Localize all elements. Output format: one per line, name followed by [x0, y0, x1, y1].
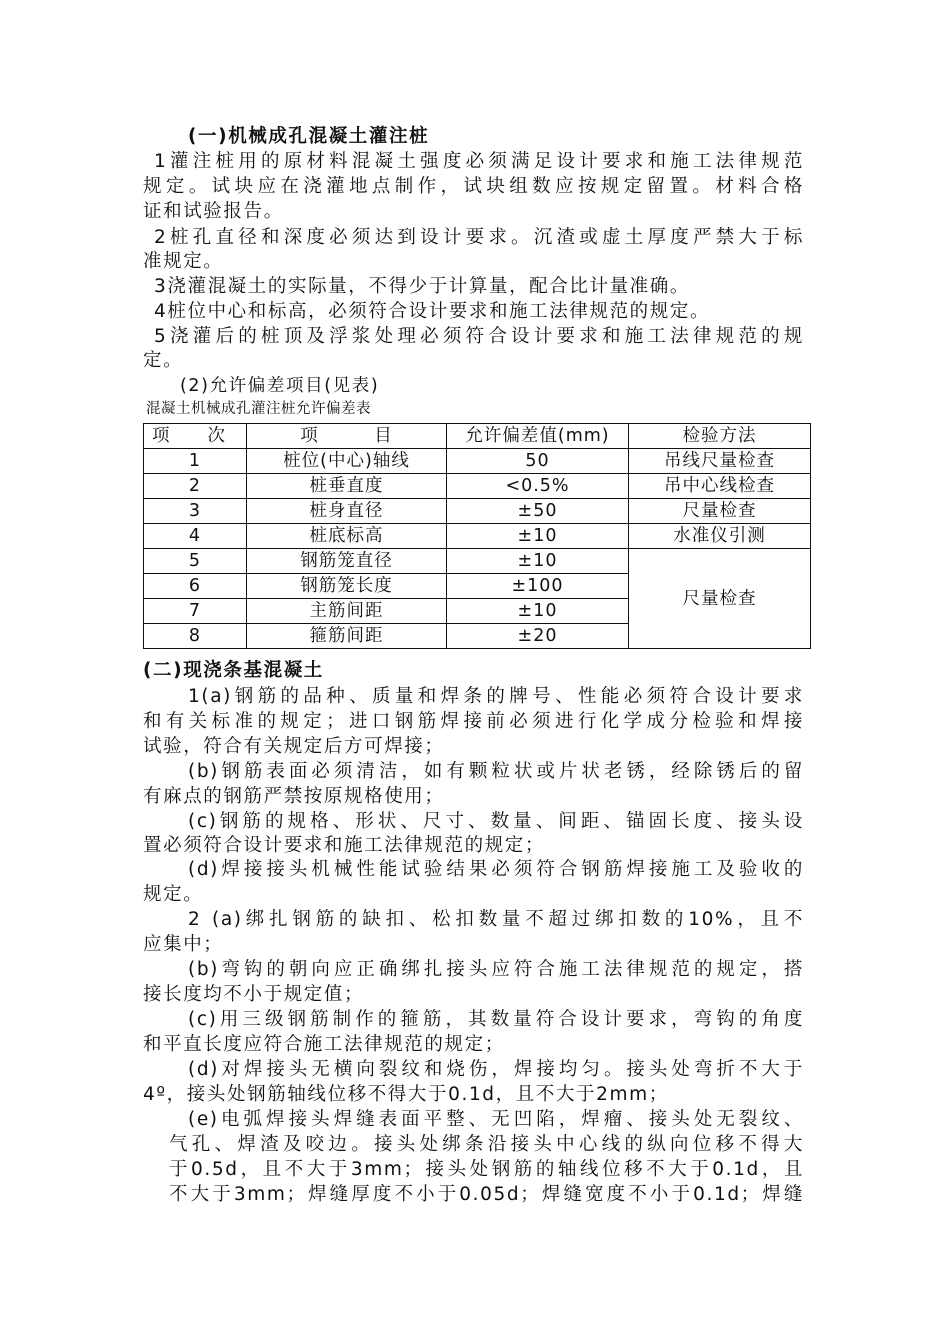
cell-method: 水准仪引测 — [629, 524, 811, 549]
section-2-line: (c)钢筋的规格、形状、尺寸、数量、间距、锚固长度、接头设 — [188, 811, 804, 832]
cell-item: 钢筋笼直径 — [247, 549, 447, 574]
table-caption: 混凝土机械成孔灌注桩允许偏差表 — [146, 401, 371, 417]
cell-no: 4 — [144, 524, 247, 549]
section-1-heading: (一)机械成孔混凝土灌注桩 — [188, 126, 430, 147]
section-2-line: 试验，符合有关规定后方可焊接； — [143, 736, 445, 757]
section-2-line: 4º，接头处钢筋轴线位移不得大于0.1d，且不大于2mm； — [143, 1084, 669, 1105]
cell-tolerance: ±10 — [447, 549, 629, 574]
cell-no: 6 — [144, 574, 247, 599]
table-header-row — [144, 424, 811, 449]
header-item: 项 目 — [247, 424, 447, 449]
section-2-line: 有麻点的钢筋严禁按原规格使用； — [143, 786, 445, 807]
section-2-line: (e)电弧焊接头焊缝表面平整、无凹陷，焊瘤、接头处无裂纹、 — [188, 1109, 804, 1130]
section-1-line: 2桩孔直径和深度必须达到设计要求。沉渣或虚土厚度严禁大于标 — [154, 227, 804, 248]
section-2-line: (b)钢筋表面必须清洁，如有颗粒状或片状老锈，经除锈后的留 — [188, 761, 804, 782]
section-2-heading: (二)现浇条基混凝土 — [143, 660, 324, 681]
cell-tolerance: ±50 — [447, 499, 629, 524]
cell-item: 钢筋笼长度 — [247, 574, 447, 599]
cell-tolerance: ±10 — [447, 524, 629, 549]
section-2-line: 和平直长度应符合施工法律规范的规定； — [143, 1034, 505, 1055]
section-1-line: 证和试验报告。 — [143, 201, 284, 222]
table-row — [144, 524, 811, 549]
section-2-line: 接长度均不小于规定值； — [143, 984, 365, 1005]
section-2-line: 应集中； — [143, 934, 224, 955]
cell-item: 主筋间距 — [247, 599, 447, 624]
section-2-line: 于0.5d，且不大于3mm；接头处钢筋的轴线位移不大于0.1d，且 — [169, 1159, 804, 1180]
cell-item: 桩位(中心)轴线 — [247, 449, 447, 474]
table-row — [144, 499, 811, 524]
section-2-line: 规定。 — [143, 884, 204, 905]
section-1-line: 4桩位中心和标高，必须符合设计要求和施工法律规范的规定。 — [154, 301, 711, 322]
cell-no: 7 — [144, 599, 247, 624]
section-2-line: 2 (a)绑扎钢筋的缺扣、松扣数量不超过绑扣数的10%，且不 — [188, 909, 804, 930]
section-2-line: 置必须符合设计要求和施工法律规范的规定； — [143, 835, 546, 856]
cell-tolerance: ±20 — [447, 624, 629, 649]
cell-no: 1 — [144, 449, 247, 474]
cell-no: 3 — [144, 499, 247, 524]
cell-method-merged: 尺量检查 — [629, 549, 811, 649]
cell-method: 吊线尺量检查 — [629, 449, 811, 474]
section-1-line: 定。 — [143, 350, 184, 371]
cell-item: 桩垂直度 — [247, 474, 447, 499]
section-2-line: (d)焊接接头机械性能试验结果必须符合钢筋焊接施工及验收的 — [188, 859, 804, 880]
cell-tolerance: ±100 — [447, 574, 629, 599]
cell-item: 箍筋间距 — [247, 624, 447, 649]
cell-tolerance: 50 — [447, 449, 629, 474]
tolerance-table — [143, 423, 811, 649]
section-1-line: 1灌注桩用的原材料混凝土强度必须满足设计要求和施工法律规范 — [154, 151, 804, 172]
section-1-line: 3浇灌混凝土的实际量，不得少于计算量，配合比计量准确。 — [154, 276, 690, 297]
cell-tolerance: ±10 — [447, 599, 629, 624]
cell-tolerance: <0.5% — [447, 474, 629, 499]
section-1-line: 准规定。 — [143, 251, 224, 272]
section-2-line: 气孔、焊渣及咬边。接头处绑条沿接头中心线的纵向位移不得大 — [169, 1134, 804, 1155]
cell-item: 桩身直径 — [247, 499, 447, 524]
header-tolerance: 允许偏差值(mm) — [447, 424, 629, 449]
header-no: 项 次 — [144, 424, 247, 449]
table-row — [144, 474, 811, 499]
section-2-line: 1(a)钢筋的品种、质量和焊条的牌号、性能必须符合设计要求 — [188, 686, 804, 707]
section-2-line: 和有关标准的规定；进口钢筋焊接前必须进行化学成分检验和焊接 — [143, 711, 804, 732]
cell-no: 8 — [144, 624, 247, 649]
section-1-line: 规定。试块应在浇灌地点制作，试块组数应按规定留置。材料合格 — [143, 176, 804, 197]
section-2-line: (c)用三级钢筋制作的箍筋，其数量符合设计要求，弯钩的角度 — [188, 1009, 804, 1030]
cell-item: 桩底标高 — [247, 524, 447, 549]
section-1-line: 5浇灌后的桩顶及浮浆处理必须符合设计要求和施工法律规范的规 — [154, 326, 804, 347]
cell-no: 5 — [144, 549, 247, 574]
section-2-line: (b)弯钩的朝向应正确绑扎接头应符合施工法律规范的规定，搭 — [188, 959, 804, 980]
cell-no: 2 — [144, 474, 247, 499]
table-row — [144, 449, 811, 474]
cell-method: 吊中心线检查 — [629, 474, 811, 499]
section-1-subheading: (2)允许偏差项目(见表) — [180, 376, 380, 396]
cell-method: 尺量检查 — [629, 499, 811, 524]
section-2-line: (d)对焊接头无横向裂纹和烧伤，焊接均匀。接头处弯折不大于 — [188, 1059, 804, 1080]
section-2-line: 不大于3mm；焊缝厚度不小于0.05d；焊缝宽度不小于0.1d；焊缝 — [169, 1184, 804, 1205]
header-method: 检验方法 — [629, 424, 811, 449]
table-row — [144, 549, 811, 574]
